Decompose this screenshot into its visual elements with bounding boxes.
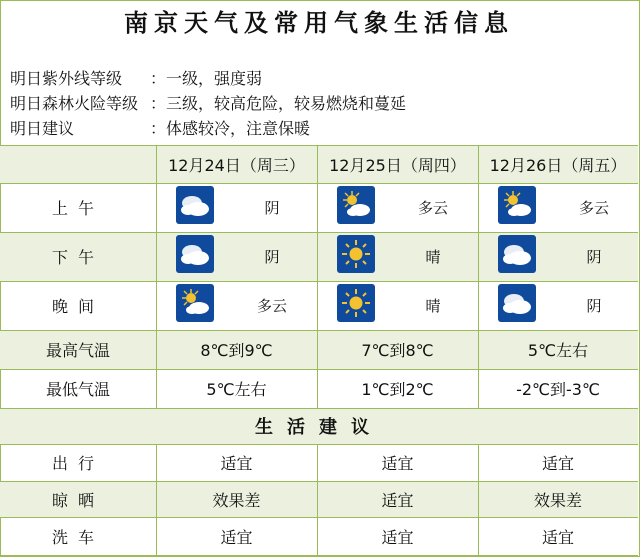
life-label-text: 晾晒 xyxy=(51,490,104,510)
date-header-text: 12月26日（周五） xyxy=(489,155,627,175)
life-value xyxy=(156,481,317,517)
weather-cell xyxy=(498,188,614,226)
temp-label-text: 最高气温 xyxy=(45,341,110,360)
cloudy-icon xyxy=(498,284,536,326)
life-value-text: 适宜 xyxy=(220,527,253,547)
weather-cell xyxy=(337,237,453,275)
life-value-text: 适宜 xyxy=(541,527,574,547)
temp-value xyxy=(478,330,638,369)
date-header xyxy=(156,145,317,183)
uv-level-label: 明日紫外线等级 xyxy=(10,69,123,88)
life-value xyxy=(478,481,638,517)
weather-cell xyxy=(498,286,614,324)
partly-cloudy-icon xyxy=(498,186,536,228)
partly-cloudy-icon xyxy=(176,284,214,326)
temp-label xyxy=(0,369,156,408)
temp-value-text: 5℃左右 xyxy=(206,380,267,399)
life-label xyxy=(0,444,156,481)
advice-label: 明日建议 xyxy=(10,119,75,138)
period-label-text: 晚间 xyxy=(51,297,104,316)
life-value-text: 效果差 xyxy=(212,490,261,510)
weather-text: 晴 xyxy=(425,296,441,315)
period-label-text: 上午 xyxy=(51,199,104,218)
partly-cloudy-icon xyxy=(337,186,375,228)
sunny-icon xyxy=(337,235,375,277)
weather-cell xyxy=(176,286,292,324)
period-label-text: 下午 xyxy=(51,248,104,267)
fire-risk-value: ：三级，较高危险，较易燃烧和蔓延 xyxy=(150,94,407,113)
weather-text: 阴 xyxy=(586,247,602,266)
weather-cell xyxy=(176,237,292,275)
advice-value: ：体感较冷，注意保暖 xyxy=(150,119,311,138)
temp-value-text: 5℃左右 xyxy=(527,341,589,360)
weather-cell xyxy=(337,188,453,226)
period-label xyxy=(0,232,156,281)
life-value-text: 效果差 xyxy=(533,490,582,510)
life-advice-title-text: 生活建议 xyxy=(255,417,383,438)
temp-value-text: 8℃到9℃ xyxy=(200,341,273,360)
weather-text: 晴 xyxy=(425,247,441,266)
temp-value-text: -2℃到-3℃ xyxy=(516,380,600,399)
life-value-text: 适宜 xyxy=(381,454,414,473)
weather-text: 多云 xyxy=(578,198,609,217)
weather-cell xyxy=(337,286,453,324)
date-header xyxy=(478,145,638,183)
temp-value xyxy=(478,369,638,408)
weather-text: 多云 xyxy=(256,296,287,315)
temp-label xyxy=(0,330,156,369)
grid-line xyxy=(0,555,638,556)
life-value xyxy=(478,517,638,555)
date-header xyxy=(317,145,478,183)
date-header-text: 12月25日（周四） xyxy=(329,155,466,175)
sunny-icon xyxy=(337,284,375,326)
weather-cell xyxy=(176,188,292,226)
page-title: 南京天气及常用气象生活信息 xyxy=(124,9,514,37)
life-label xyxy=(0,517,156,555)
life-label xyxy=(0,481,156,517)
temp-value xyxy=(156,330,317,369)
life-value-text: 适宜 xyxy=(220,454,253,473)
life-label-text: 洗车 xyxy=(51,527,104,547)
life-advice-title xyxy=(0,408,638,444)
weather-text: 多云 xyxy=(417,198,448,217)
date-header-text: 12月24日（周三） xyxy=(168,155,305,175)
life-value xyxy=(317,481,478,517)
period-label xyxy=(0,183,156,232)
weather-text: 阴 xyxy=(586,296,602,315)
life-label-text: 出行 xyxy=(51,454,104,473)
uv-level-value: ：一级，强度弱 xyxy=(150,69,263,88)
life-value-text: 适宜 xyxy=(381,527,414,547)
cloudy-icon xyxy=(176,235,214,277)
temp-value-text: 7℃到8℃ xyxy=(361,341,434,360)
weather-text: 阴 xyxy=(264,198,280,217)
temp-value xyxy=(156,369,317,408)
temp-value xyxy=(317,369,478,408)
period-label xyxy=(0,281,156,330)
temp-value-text: 1℃到2℃ xyxy=(361,380,434,399)
weather-text: 阴 xyxy=(264,247,280,266)
fire-risk-label: 明日森林火险等级 xyxy=(10,94,139,113)
life-value-text: 适宜 xyxy=(541,454,574,473)
cloudy-icon xyxy=(176,186,214,228)
temp-label-text: 最低气温 xyxy=(45,380,110,399)
life-value xyxy=(317,517,478,555)
life-value xyxy=(478,444,638,481)
temp-value xyxy=(317,330,478,369)
life-value xyxy=(156,444,317,481)
life-value xyxy=(156,517,317,555)
life-value-text: 适宜 xyxy=(381,490,414,510)
life-value xyxy=(317,444,478,481)
weather-cell xyxy=(498,237,614,275)
cloudy-icon xyxy=(498,235,536,277)
